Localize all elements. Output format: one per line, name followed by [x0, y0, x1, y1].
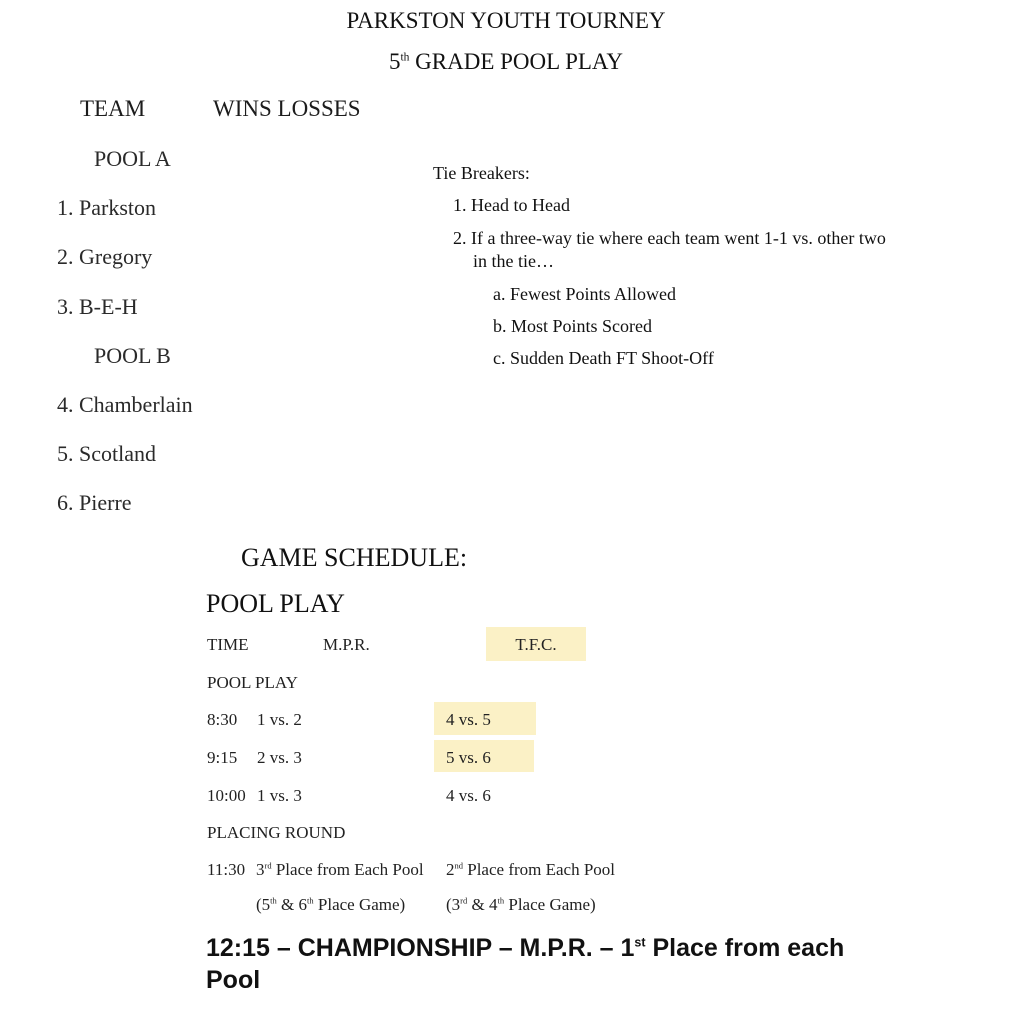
team-4: 4. Chamberlain [57, 392, 193, 417]
game-3-mpr: 1 vs. 3 [257, 786, 302, 805]
placing-tfc-num: 2 [446, 860, 455, 879]
tfc-game-open: (3 [446, 895, 461, 914]
championship-line2: Pool [206, 966, 261, 994]
championship-text: 12:15 – CHAMPIONSHIP – M.P.R. – 1 [206, 934, 635, 962]
tfc-game-end: Place Game) [508, 895, 596, 914]
team-column-header: TEAM [80, 96, 146, 121]
placing-tfc-text: Place from Each Pool [467, 860, 616, 879]
game-3-time: 10:00 [207, 786, 246, 805]
pool-play-label: POOL PLAY [207, 673, 298, 692]
game-2-mpr: 2 vs. 3 [257, 748, 302, 767]
tie-breaker-2a: a. Fewest Points Allowed [493, 284, 676, 304]
subtitle-number: 5 [388, 49, 401, 74]
placing-tfc [446, 860, 615, 880]
mpr-game-end: Place Game) [317, 895, 406, 914]
mpr-game-sup2: th [307, 895, 314, 906]
placing-time: 11:30 [207, 860, 246, 879]
subtitle-superscript: th [400, 51, 410, 64]
game-2-tfc: 5 vs. 6 [446, 748, 491, 767]
team-1: 1. Parkston [57, 195, 156, 220]
championship-sup: st [634, 935, 646, 950]
tie-breaker-2-line1: 2. If a three-way tie where each team went 1-1 vs. other two [453, 228, 886, 248]
team-3: 3. B-E-H [57, 294, 138, 319]
tfc-game-mid: & 4 [471, 895, 498, 914]
mpr-game-open: (5 [256, 895, 271, 914]
mpr-game-sup1: th [270, 895, 277, 906]
placing-round-label: PLACING ROUND [207, 823, 346, 842]
placing-tfc-game [446, 895, 596, 915]
tie-breaker-2c: c. Sudden Death FT Shoot-Off [493, 348, 714, 368]
tfc-game-sup1: rd [460, 895, 468, 906]
placing-tfc-sup: nd [454, 860, 463, 871]
placing-mpr [256, 860, 424, 880]
placing-mpr-game [256, 895, 405, 915]
mpr-column-header: M.P.R. [323, 635, 370, 654]
placing-mpr-text: Place from Each Pool [275, 860, 424, 879]
pool-a-label: POOL A [94, 146, 171, 171]
tie-breaker-2b: b. Most Points Scored [493, 316, 653, 336]
team-6: 6. Pierre [57, 490, 132, 515]
game-3-tfc: 4 vs. 6 [446, 786, 491, 805]
game-1-time: 8:30 [207, 710, 238, 729]
time-column-header: TIME [207, 635, 249, 654]
game-1-tfc: 4 vs. 5 [446, 710, 491, 729]
tfc-game-sup2: th [497, 895, 505, 906]
game-schedule-title: GAME SCHEDULE: [241, 543, 468, 572]
team-5: 5. Scotland [57, 441, 156, 466]
subtitle-text: GRADE POOL PLAY [415, 49, 624, 74]
pool-b-label: POOL B [94, 343, 171, 368]
page-subtitle [0, 49, 1012, 75]
game-2-time: 9:15 [207, 748, 238, 767]
championship-text-after: Place from each [652, 934, 845, 962]
page-title: PARKSTON YOUTH TOURNEY [346, 8, 666, 33]
wins-losses-column-header: WINS LOSSES [213, 96, 361, 121]
tie-breaker-1: 1. Head to Head [453, 195, 570, 215]
placing-mpr-sup: rd [264, 860, 272, 871]
pool-play-heading: POOL PLAY [206, 589, 345, 618]
tie-breaker-2-line2: in the tie… [473, 251, 554, 271]
championship-line1 [206, 932, 844, 964]
game-1-mpr: 1 vs. 2 [257, 710, 302, 729]
tie-breakers-title: Tie Breakers: [433, 163, 530, 183]
team-2: 2. Gregory [57, 244, 153, 269]
mpr-game-mid: & 6 [281, 895, 308, 914]
tfc-column-header: T.F.C. [515, 635, 557, 654]
placing-mpr-num: 3 [256, 860, 265, 879]
